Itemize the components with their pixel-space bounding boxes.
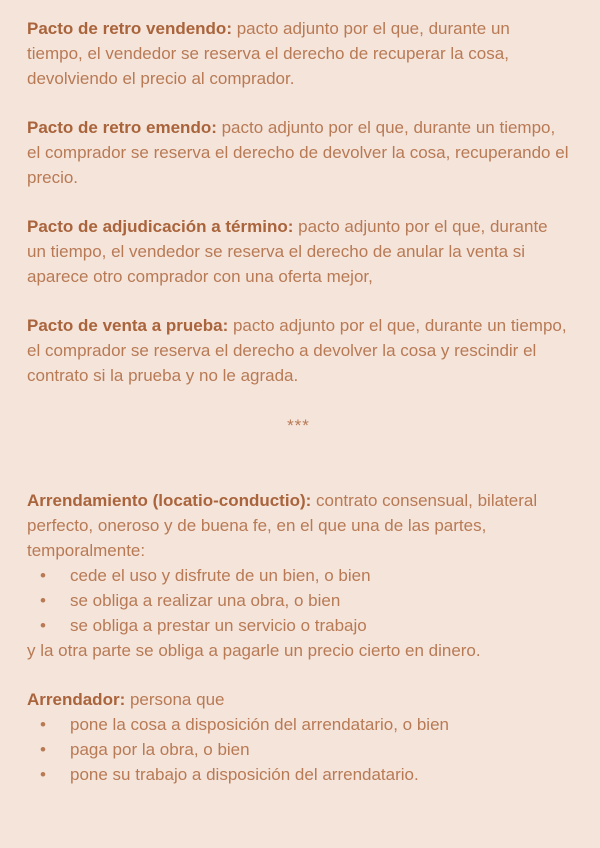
bullet-icon: • (40, 591, 46, 610)
arrendamiento-closing: y la otra parte se obliga a pagarle un precio cierto en dinero. (27, 641, 481, 660)
definition-arrendamiento: contrato consensual, bilateral perfecto, oneroso y de buena fe, en el que una de las partes, temporalmente: (27, 491, 538, 560)
paragraph-arrendamiento (27, 488, 570, 563)
section-separator: *** (287, 416, 310, 435)
list-item-text: pone la cosa a disposición del arrendatario, o bien (70, 715, 449, 734)
list-item (27, 712, 570, 737)
bullet-icon: • (40, 715, 46, 734)
bullet-icon: • (40, 765, 46, 784)
list-item-text: paga por la obra, o bien (70, 740, 250, 759)
list-item-text: se obliga a prestar un servicio o trabajo (70, 616, 367, 635)
term-pacto-adjudicacion: Pacto de adjudicación a término: (27, 217, 294, 236)
list-item (27, 737, 570, 762)
spacer (27, 91, 570, 115)
spacer (27, 663, 570, 687)
list-item (27, 762, 570, 787)
paragraph-pacto-retro-vendendo (27, 16, 570, 91)
list-item (27, 588, 570, 613)
term-pacto-retro-vendendo: Pacto de retro vendendo: (27, 19, 232, 38)
arrendamiento-bullet-list (27, 563, 570, 638)
definition-pacto-retro-vendendo: pacto adjunto por el que, durante un tiempo, el vendedor se reserva el derecho de recuperar la cosa, devolviendo el precio al comprador. (27, 19, 510, 88)
list-item (27, 613, 570, 638)
paragraph-arrendador (27, 687, 570, 712)
bullet-icon: • (40, 616, 46, 635)
spacer (27, 388, 570, 412)
list-item-text: cede el uso y disfrute de un bien, o bien (70, 566, 371, 585)
spacer (27, 289, 570, 313)
bullet-icon: • (40, 740, 46, 759)
paragraph-pacto-adjudicacion (27, 214, 570, 289)
arrendador-bullet-list (27, 712, 570, 787)
paragraph-pacto-retro-emendo (27, 115, 570, 190)
definition-pacto-venta-prueba: pacto adjunto por el que, durante un tiempo, el comprador se reserva el derecho a devolver la cosa y rescindir el contrato si la prueba y no le agrada. (27, 316, 567, 385)
term-pacto-venta-prueba: Pacto de venta a prueba: (27, 316, 229, 335)
list-item (27, 563, 570, 588)
list-item-text: pone su trabajo a disposición del arrendatario. (70, 765, 419, 784)
paragraph-pacto-venta-prueba (27, 313, 570, 388)
list-item-text: se obliga a realizar una obra, o bien (70, 591, 341, 610)
definition-pacto-retro-emendo: pacto adjunto por el que, durante un tiempo, el comprador se reserva el derecho de devolver la cosa, recuperando el precio. (27, 118, 569, 187)
definition-arrendador: persona que (125, 690, 225, 709)
definition-pacto-adjudicacion: pacto adjunto por el que, durante un tiempo, el vendedor se reserva el derecho de anular la venta si aparece otro comprador con una oferta mejor, (27, 217, 548, 286)
bullet-icon: • (40, 566, 46, 585)
term-pacto-retro-emendo: Pacto de retro emendo: (27, 118, 217, 137)
spacer (27, 190, 570, 214)
term-arrendador: Arrendador: (27, 690, 126, 709)
term-arrendamiento: Arrendamiento (locatio-conductio): (27, 491, 312, 510)
spacer (27, 438, 570, 488)
